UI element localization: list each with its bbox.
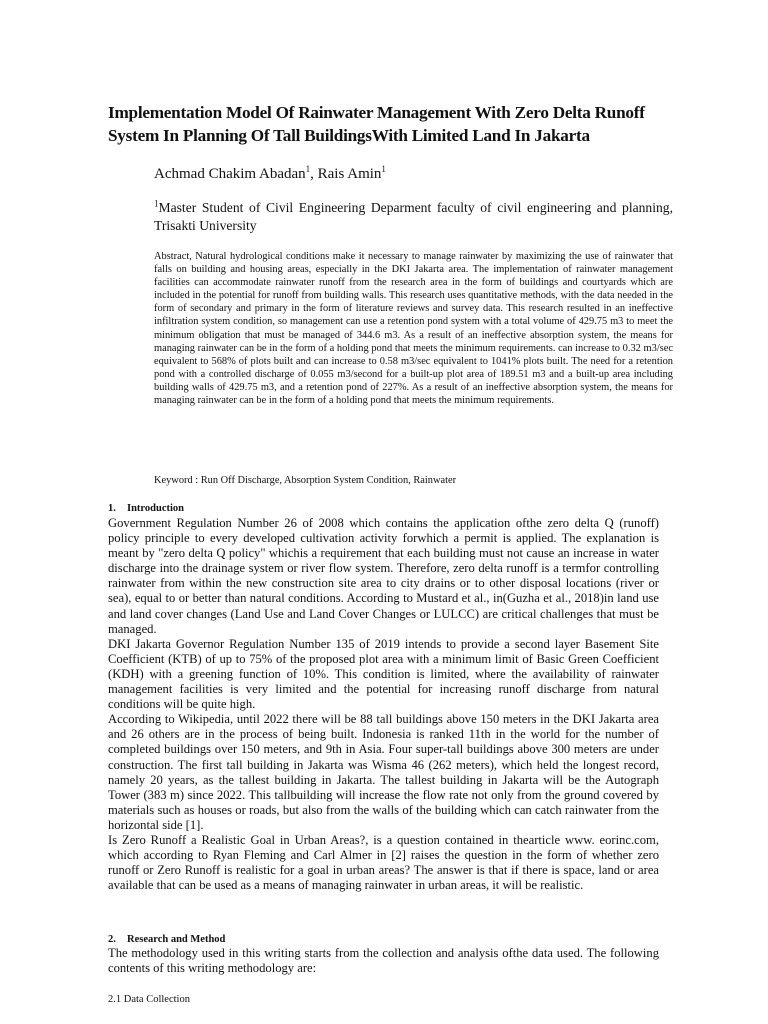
paper-title: Implementation Model Of Rainwater Management With Zero Delta Runoff System In Planning Of Tall BuildingsWith Limited Land In Jakarta — [108, 103, 645, 145]
section-heading-introduction — [108, 502, 184, 515]
section-number: 1. — [108, 503, 116, 514]
paragraph: The methodology used in this writing starts from the collection and analysis ofthe data used. The following contents of this writing methodology are: — [108, 946, 659, 976]
paragraph: According to Wikipedia, until 2022 there will be 88 tall buildings above 150 meters in the DKI Jakarta area and 26 others are in the process of being built. Indonesia is ranked 11th in the world for the number of completed buildings over 150 meters, and 9th in Asia. Four super-tall buildings above 300 meters are under construction. The first tall building in Jakarta was Wisma 46 (262 meters), which held the longest record, namely 20 years, as the tallest building in Jakarta. The tallest building in Jakarta will be the Autograph Tower (383 m) since 2022. This tallbuilding will increase the flow rate not only from the ground covered by materials such as houses or roads, but also from the walls of the building which can catch rainwater from the horizontal side [1]. — [108, 712, 659, 832]
section-title: Research and Method — [127, 934, 226, 945]
keywords: Keyword : Run Off Discharge, Absorption System Condition, Rainwater — [154, 475, 457, 486]
affiliation-marker: 1 — [381, 164, 386, 174]
affiliation-marker: 1 — [305, 164, 311, 174]
subsection-heading: 2.1 Data Collection — [108, 994, 190, 1005]
paragraph: Government Regulation Number 26 of 2008 which contains the application ofthe zero delta Q (runoff) policy principle to every developed cultivation activity forwhich a permit is applied. The explanation is meant by "zero delta Q policy" whichis a requirement that each building must not cause an increase in water discharge into the drainage system or river flow system. Therefore, zero delta runoff is a termfor controlling rainwater from within the new construction site area to city drains or to other disposal locations (river or sea), equal to or better than natural conditions. According to Mustard et al., in(Guzha et al., 2018)in land use and land cover changes (Land Use and Land Cover Changes or LULCC) are critical challenges that must be managed. — [108, 516, 659, 636]
affiliation-text: Master Student of Civil Engineering Deparment faculty of civil engineering and planning, Trisakti University — [154, 200, 673, 233]
section-number: 2. — [108, 934, 116, 945]
section-title: Introduction — [127, 503, 184, 514]
author-list — [154, 164, 386, 184]
author-separator: , — [310, 166, 318, 182]
author-name: Rais Amin — [317, 166, 382, 182]
author-name: Achmad Chakim Abadan — [154, 166, 306, 182]
section-heading-research-method — [108, 933, 225, 946]
paragraph: Is Zero Runoff a Realistic Goal in Urban Areas?, is a question contained in thearticle www. eorinc.com, which according to Ryan Fleming and Carl Almer in [2] raises the question in the form of whether zero runoff or Zero Runoff is realistic for a goal in urban areas? The answer is that if there is space, land or area available that can be used as a means of managing rainwater in urban areas, it will be realistic. — [108, 832, 659, 893]
introduction-body — [108, 516, 659, 893]
abstract: Abstract, Natural hydrological conditions make it necessary to manage rainwater by maximizing the use of rainwater that falls on building and housing areas, especially in the DKI Jakarta area. The implementation of rainwater management facilities can accommodate rainwater runoff from the research area in the form of buildings and courtyards which are included in the potential for runoff from building walls. This research uses quantitative methods, with the data needed in the form of secondary and primary in the form of literature reviews and survey data. This research resulted in an ineffective infiltration system condition, so management can use a retention pond system with a total volume of 429.75 m3 to meet the minimum obligation that must be managed of 344.6 m3. As a result of an ineffective absorption system, the means for managing rainwater can be in the form of a holding pond that meets the minimum requirements. can increase to 0.32 m3/sec equivalent to 568% of plots built and can increase to 0.58 m3/sec equivalent to 1041% plots built. The need for a retention pond with a controlled discharge of 0.055 m3/second for a built-up plot area of 189.51 m3 and a built-up area including building walls of 429.75 m3, and a retention pond of 227%. As a result of an ineffective absorption system, the means for managing rainwater can be in the form of a holding pond that meets the minimum requirements. — [154, 251, 673, 407]
paragraph: DKI Jakarta Governor Regulation Number 135 of 2019 intends to provide a second layer Basement Site Coefficient (KTB) of up to 75% of the proposed plot area with a minimum limit of Basic Green Coefficient (KDH) with a greening function of 10%. This condition is limited, where the availability of rainwater management facilities is very limited and the potential for increasing runoff discharge from natural conditions will be quite high. — [108, 636, 659, 712]
affiliation — [154, 199, 673, 235]
affiliation-marker: 1 — [154, 198, 159, 209]
research-method-body — [108, 946, 659, 976]
